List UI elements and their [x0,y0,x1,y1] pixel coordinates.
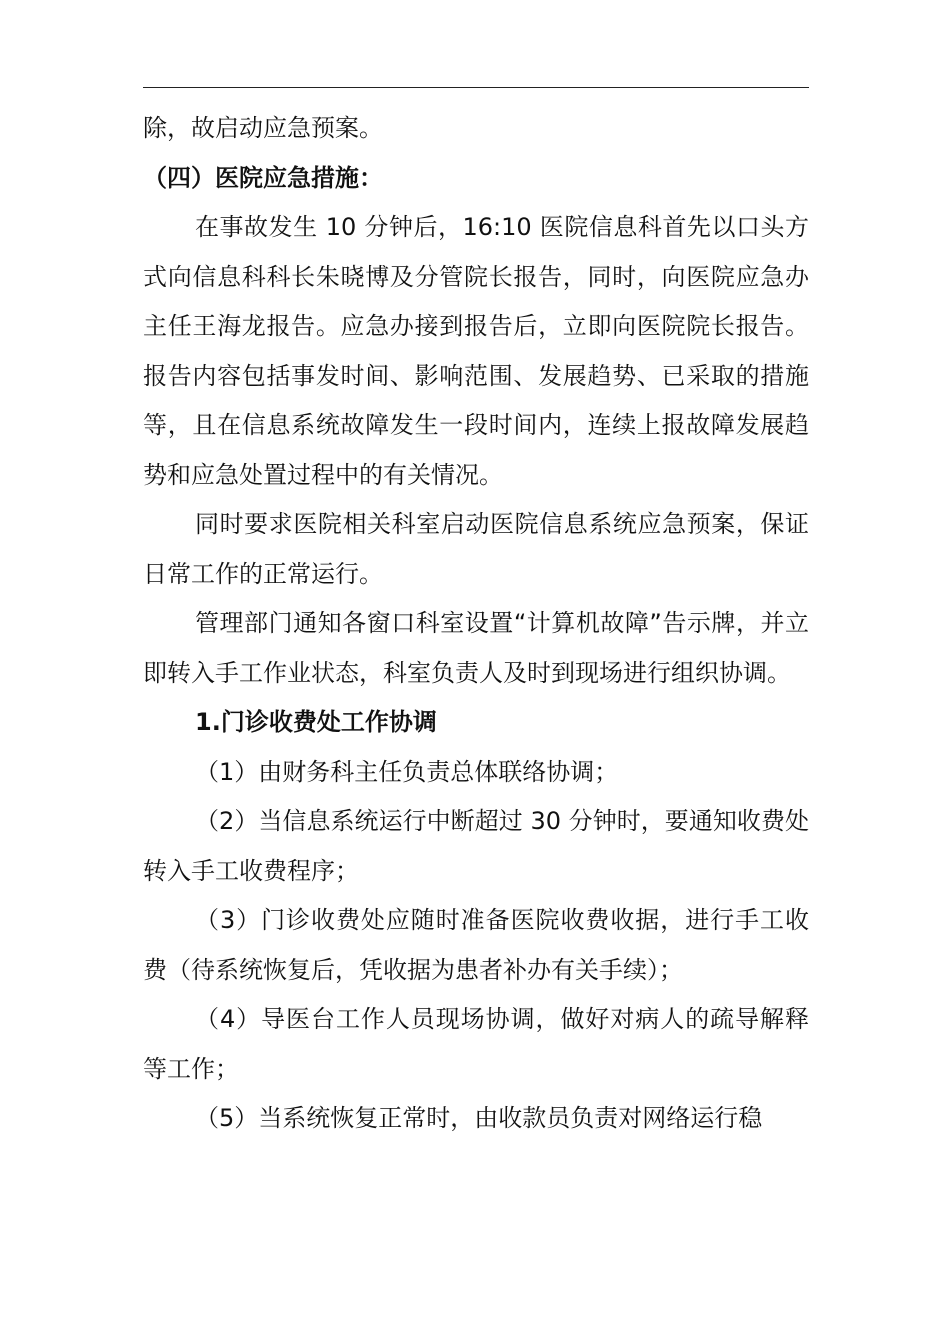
list-item: （3）门诊收费处应随时准备医院收费收据，进行手工收费（待系统恢复后，凭收据为患者补办有关手续）； [143,906,809,984]
section-heading: （四）医院应急措施： [143,163,383,192]
document-body [143,104,809,1144]
paragraph: 管理部门通知各窗口科室设置“计算机故障”告示牌，并立即转入手工作业状态，科室负责人及时到现场进行组织协调。 [143,609,809,687]
list-item: （1）由财务科主任负责总体联络协调； [195,757,619,786]
list-item: （4）导医台工作人员现场协调，做好对病人的疏导解释等工作； [143,1005,809,1083]
subsection-heading: 1.门诊收费处工作协调 [195,708,437,736]
paragraph: 同时要求医院相关科室启动医院信息系统应急预案，保证日常工作的正常运行。 [143,510,809,588]
paragraph: 在事故发生 10 分钟后，16:10 医院信息科首先以口头方式向信息科科长朱晓博及分管院长报告，同时，向医院应急办主任王海龙报告。应急办接到报告后，立即向医院院长报告。报告内容包括事发时间、影响范围、发展趋势、已采取的措施等，且在信息系统故障发生一段时间内，连续上报故障发展趋势和应急处置过程中的有关情况。 [143,213,809,489]
paragraph-continuation: 除，故启动应急预案。 [143,114,383,142]
list-item: （5）当系统恢复正常时，由收款员负责对网络运行稳 [195,1104,763,1132]
header-rule [143,87,809,88]
list-item: （2）当信息系统运行中断超过 30 分钟时，要通知收费处转入手工收费程序； [143,807,809,885]
